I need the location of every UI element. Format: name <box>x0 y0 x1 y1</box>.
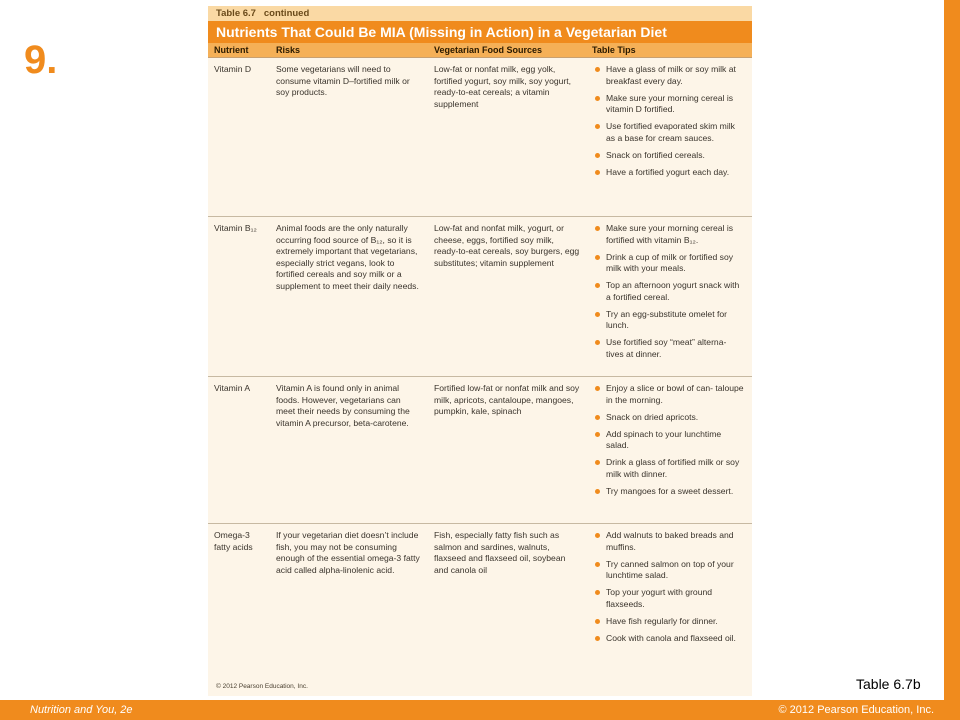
tip-item: Cook with canola and flaxseed oil. <box>592 633 746 645</box>
right-accent-stripe <box>944 0 960 700</box>
nutrient-cell: Omega-3 fatty acids <box>214 530 253 552</box>
table-row-omega-3 <box>208 524 752 674</box>
sources-cell: Fortified low-fat or nonfat milk and soy milk, apricots, cantaloupe, mangoes, pumpkin, kale, spinach <box>434 383 580 416</box>
tip-item: Top your yogurt with ground flaxseeds. <box>592 587 746 610</box>
tip-item: Make sure your morning cereal is fortified with vitamin B₁₂. <box>592 223 746 246</box>
tips-cell <box>586 377 752 523</box>
header-sources: Vegetarian Food Sources <box>434 45 543 55</box>
header-nutrient: Nutrient <box>214 45 249 55</box>
header-risks: Risks <box>276 45 301 55</box>
table-row-vitamin-d <box>208 58 752 217</box>
tip-item: Drink a cup of milk or fortified soy milk with your meals. <box>592 252 746 275</box>
nutrient-cell: Vitamin A <box>214 383 251 393</box>
footer-bar <box>0 700 960 720</box>
sources-cell: Low-fat and nonfat milk, yogurt, or cheese, eggs, fortified soy milk, ready-to-eat cereals, soy burgers, egg substitutes; vitamin supplement <box>434 223 580 268</box>
tip-item: Have fish regularly for dinner. <box>592 616 746 628</box>
tips-cell <box>586 524 752 674</box>
risks-cell: Vitamin A is found only in animal foods. However, vegetarians can meet their needs by consuming the vitamin A precursor, beta-carotene. <box>276 383 410 428</box>
tip-item: Use fortified soy “meat” alterna- tives at dinner. <box>592 337 746 360</box>
tip-item: Enjoy a slice or bowl of can- taloupe in the morning. <box>592 383 746 406</box>
tip-item: Try canned salmon on top of your lunchtime salad. <box>592 559 746 582</box>
tip-item: Add walnuts to baked breads and muffins. <box>592 530 746 553</box>
table-title: Nutrients That Could Be MIA (Missing in Action) in a Vegetarian Diet <box>208 21 752 43</box>
footer-copyright: © 2012 Pearson Education, Inc. <box>778 704 934 716</box>
tip-item: Use fortified evaporated skim milk as a base for cream sauces. <box>592 121 746 144</box>
tips-cell <box>586 217 752 376</box>
risks-cell: Some vegetarians will need to consume vitamin D–fortified milk or soy products. <box>276 64 410 97</box>
nutrient-table <box>208 6 752 696</box>
footer-book-title: Nutrition and You, 2e <box>30 704 133 716</box>
sources-cell: Fish, especially fatty fish such as salmon and sardines, walnuts, flaxseed and flaxseed oil, soybean and canola oil <box>434 530 566 575</box>
sources-cell: Low-fat or nonfat milk, egg yolk, fortified yogurt, soy milk, soy yogurt, ready-to-eat cereals; a vitamin supplement <box>434 64 572 109</box>
table-caption <box>208 6 752 21</box>
tip-item: Try an egg-substitute omelet for lunch. <box>592 309 746 332</box>
table-row-vitamin-a <box>208 377 752 524</box>
tip-item: Try mangoes for a sweet dessert. <box>592 486 746 498</box>
table-row-vitamin-b12 <box>208 217 752 377</box>
table-header-row <box>208 43 752 58</box>
tip-item: Top an afternoon yogurt snack with a fortified cereal. <box>592 280 746 303</box>
tip-item: Snack on fortified cereals. <box>592 150 746 162</box>
tip-item: Have a fortified yogurt each day. <box>592 167 746 179</box>
tip-item: Make sure your morning cereal is vitamin D fortified. <box>592 93 746 116</box>
tip-item: Have a glass of milk or soy milk at breakfast every day. <box>592 64 746 87</box>
nutrient-cell: Vitamin B₁₂ <box>214 223 257 233</box>
table-reference-label: Table 6.7b <box>856 676 921 692</box>
slide-number: 9. <box>24 38 58 82</box>
risks-cell: If your vegetarian diet doesn’t include fish, you may not be consuming enough of the essential omega-3 fatty acid called alpha-linolenic acid. <box>276 530 420 575</box>
risks-cell: Animal foods are the only naturally occurring food source of B₁₂, so it is extremely important that vegetarians, especially strict vegans, look to fortified cereals and soy milk or a supplement to meet their daily needs. <box>276 223 419 291</box>
table-caption-label: Table 6.7 <box>216 8 256 19</box>
tips-cell <box>586 58 752 216</box>
tip-item: Snack on dried apricots. <box>592 412 746 424</box>
nutrient-cell: Vitamin D <box>214 64 252 74</box>
tip-item: Add spinach to your lunchtime salad. <box>592 429 746 452</box>
tip-item: Drink a glass of fortified milk or soy milk with dinner. <box>592 457 746 480</box>
table-copyright: © 2012 Pearson Education, Inc. <box>216 683 308 690</box>
table-caption-continued: continued <box>263 8 310 19</box>
header-tips: Table Tips <box>592 45 636 55</box>
